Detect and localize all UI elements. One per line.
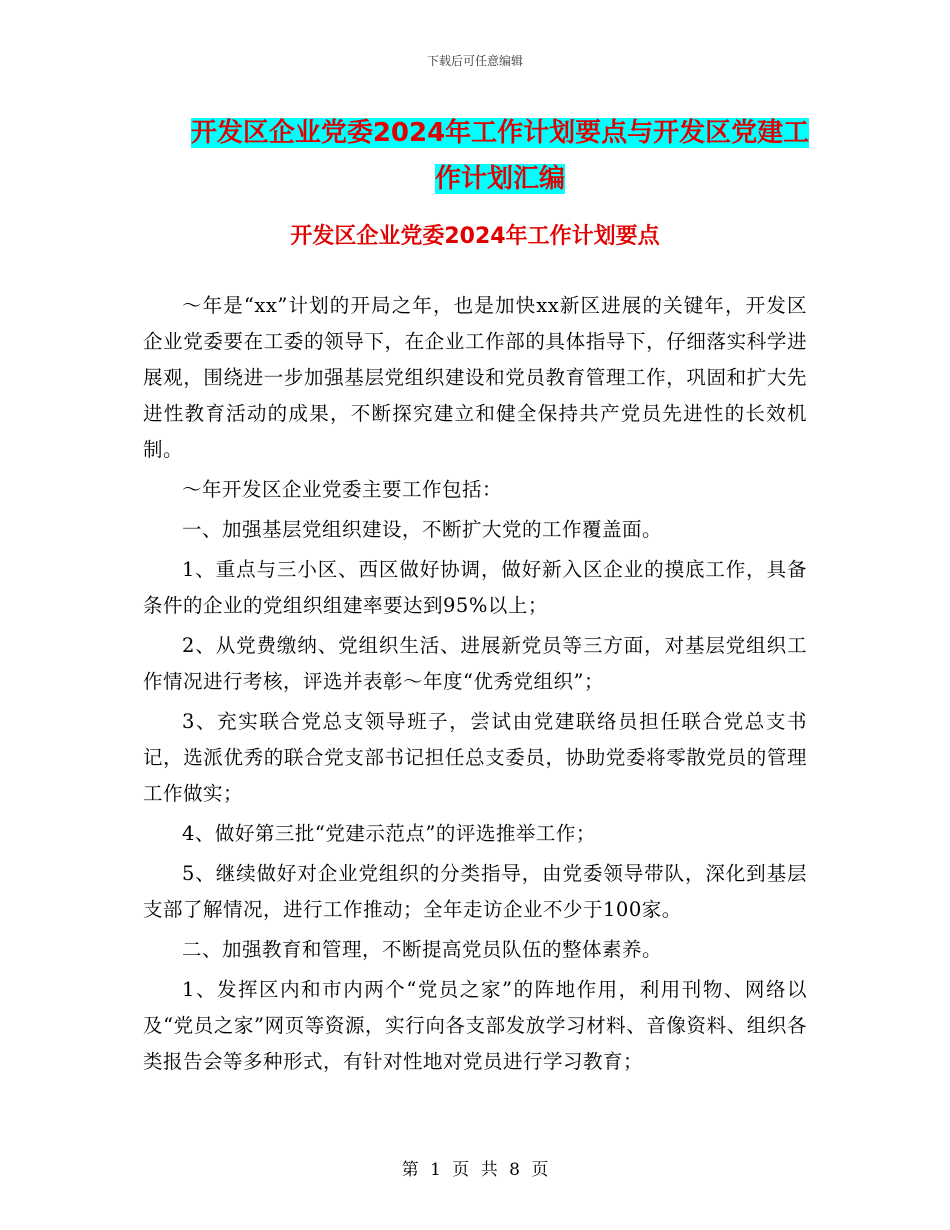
paragraph: ～年开发区企业党委主要工作包括： [182, 478, 503, 501]
document-title-line-2: 作计划汇编 [434, 164, 565, 194]
paragraph: 2、从党费缴纳、党组织生活、进展新党员等三方面，对基层党组织工作情况进行考核，评选并表彰～年度“优秀党组织”； [143, 634, 807, 693]
paragraph: ～年是“xx”计划的开局之年，也是加快xx新区进展的关键年，开发区企业党委要在工委的领导下，在企业工作部的具体指导下，仔细落实科学进展观，围绕进一步加强基层党组织建设和党员教育管理工作，巩固和扩大先进性教育活动的成果，不断探究建立和健全保持共产党员先进性的长效机制。 [143, 294, 807, 461]
document-body [143, 288, 807, 1080]
paragraph: 3、充实联合党总支领导班子，尝试由党建联络员担任联合党总支书记，选派优秀的联合党支部书记担任总支委员，协助党委将零散党员的管理工作做实； [143, 710, 807, 805]
document-title-line-1: 开发区企业党委2024年工作计划要点与开发区党建工 [190, 118, 810, 148]
header-note: 下载后可任意编辑 [426, 54, 523, 68]
page-number: 第 1 页 共 8 页 [401, 1160, 549, 1180]
document-title [140, 110, 860, 202]
paragraph: 1、重点与三小区、西区做好协调，做好新入区企业的摸底工作，具备条件的企业的党组织组建率要达到95%以上； [143, 558, 807, 617]
paragraph: 二、加强教育和管理，不断提高党员队伍的整体素养。 [182, 938, 663, 961]
paragraph: 4、做好第三批“党建示范点”的评选推举工作； [182, 822, 596, 845]
paragraph: 5、继续做好对企业党组织的分类指导，由党委领导带队，深化到基层支部了解情况，进行工作推动；全年走访企业不少于100家。 [143, 862, 807, 921]
section-title: 开发区企业党委2024年工作计划要点 [290, 224, 660, 249]
paragraph: 1、发挥区内和市内两个“党员之家”的阵地作用，利用刊物、网络以及“党员之家”网页等资源，实行向各支部发放学习材料、音像资料、组织各类报告会等多种形式，有针对性地对党员进行学习教育； [143, 978, 807, 1073]
paragraph: 一、加强基层党组织建设，不断扩大党的工作覆盖面。 [182, 518, 663, 541]
